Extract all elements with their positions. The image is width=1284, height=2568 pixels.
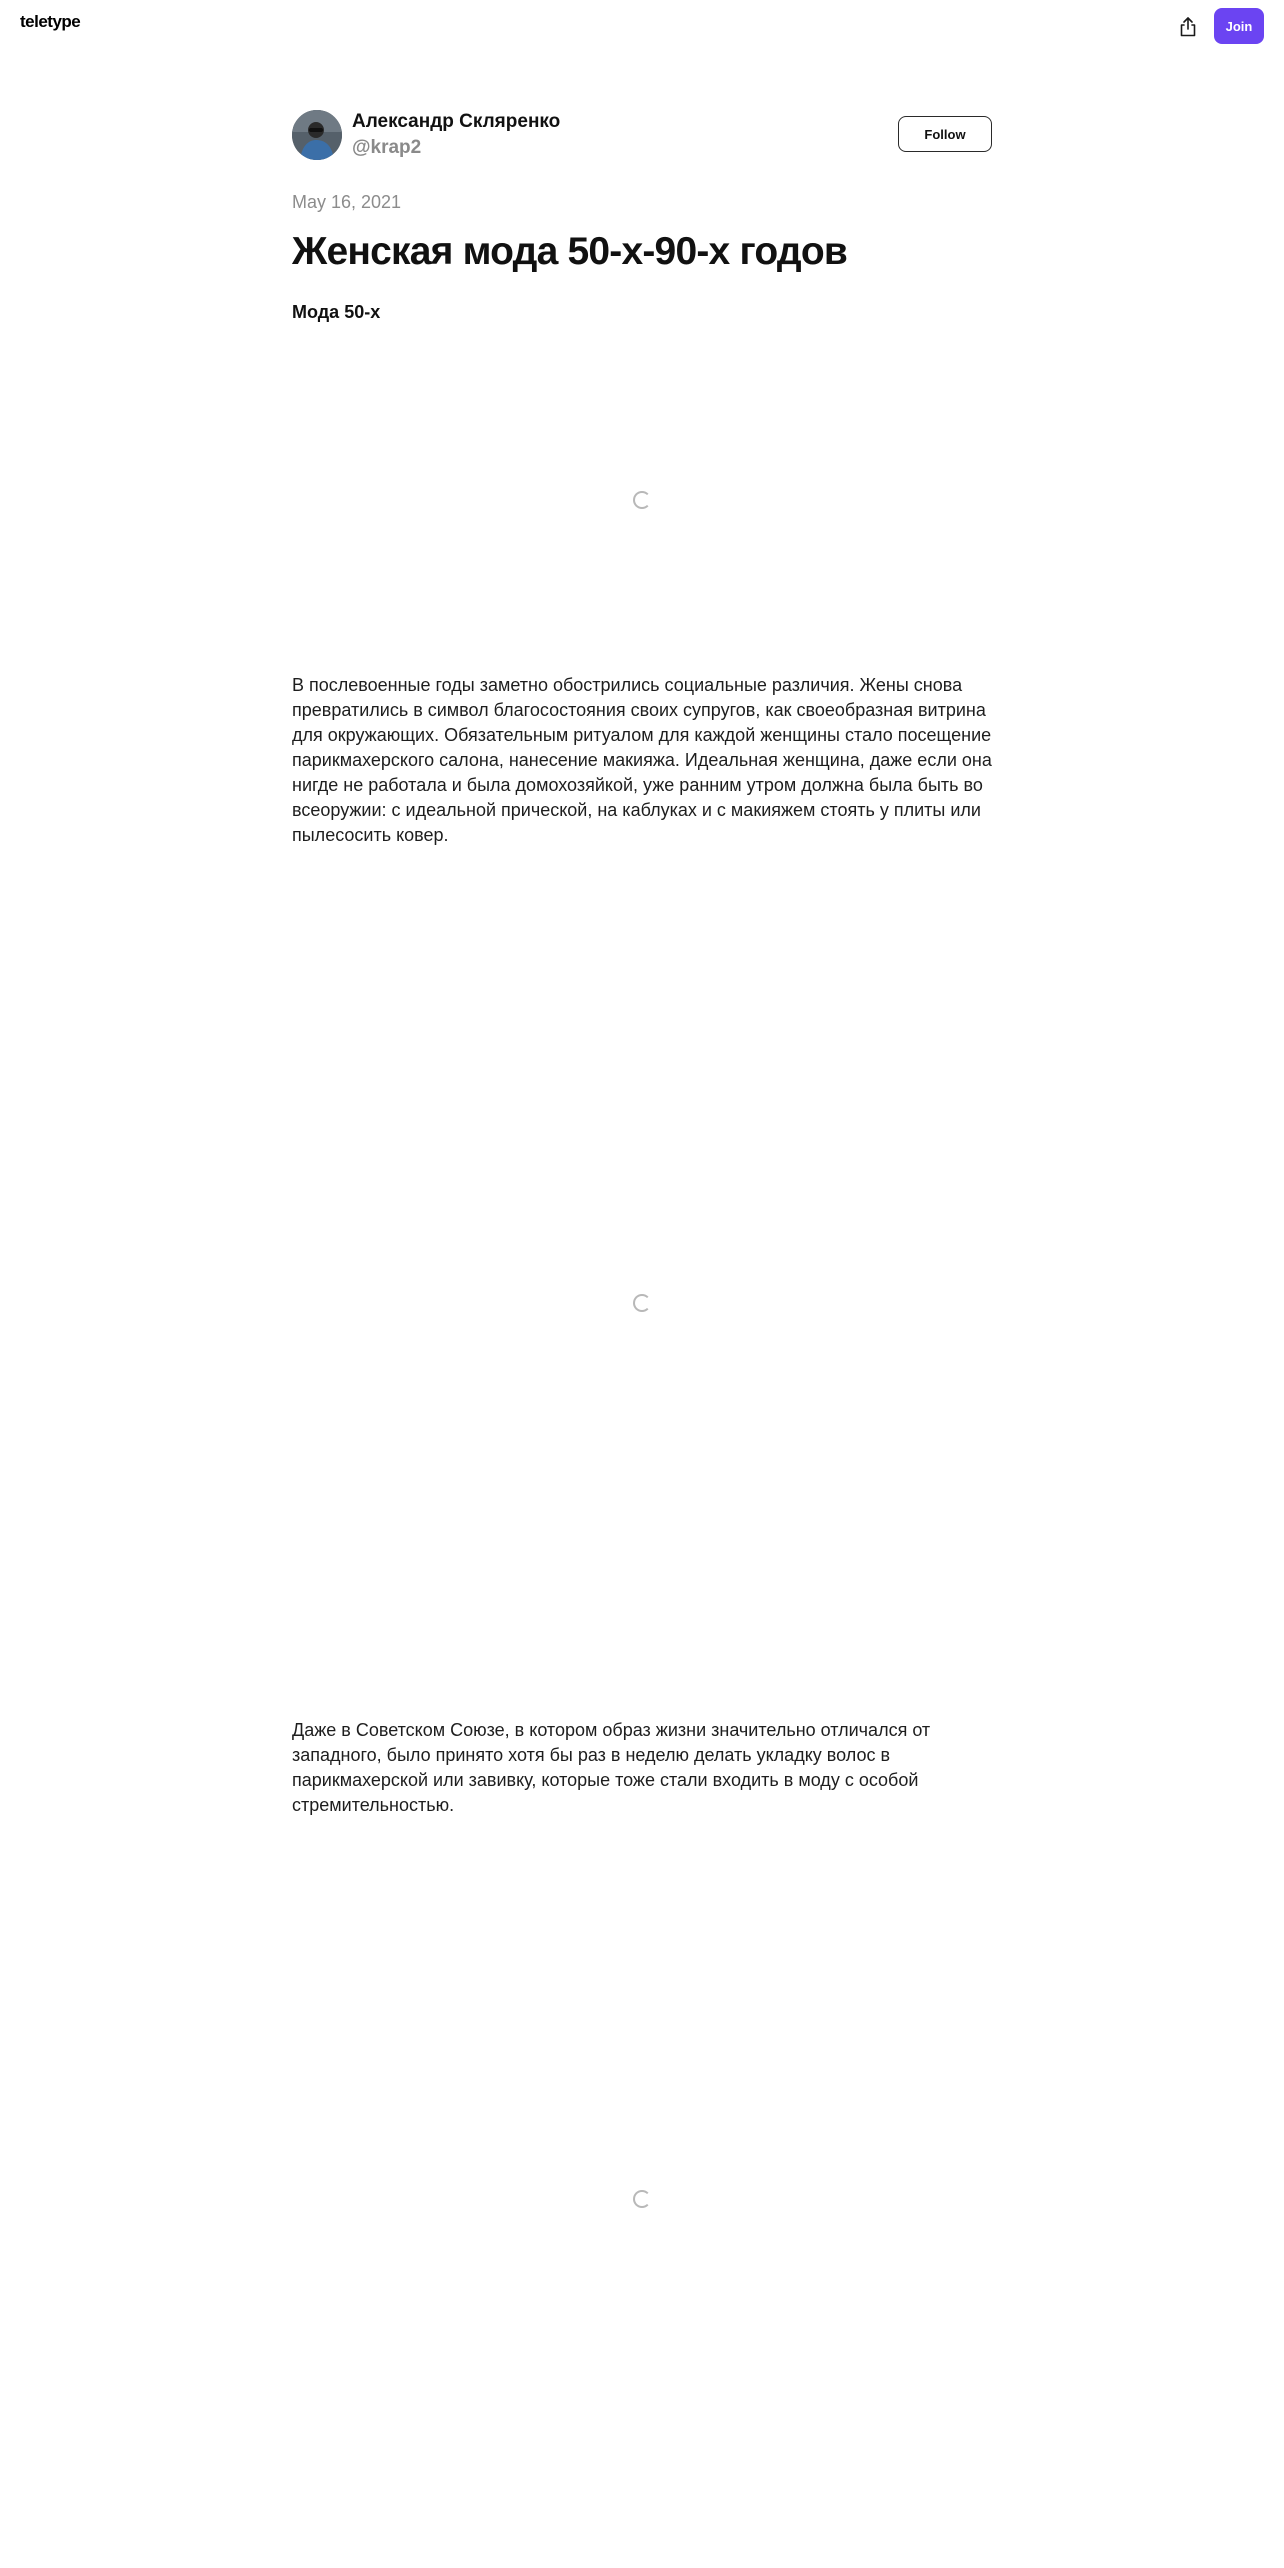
loading-spinner-icon bbox=[633, 1294, 651, 1312]
teletype-logo[interactable]: teletype bbox=[20, 12, 81, 31]
image-loading-2 bbox=[292, 860, 992, 1745]
publish-date: May 16, 2021 bbox=[292, 192, 402, 212]
author-handle[interactable]: @krap2 bbox=[352, 137, 422, 158]
paragraph: В послевоенные годы заметно обострились социальные различия. Жены снова превратились в символ благосостояния своих супругов, как своеобразная витрина для окружающих. Обязательным ритуалом для каждой женщины стало посещение парикмахерского салона, нанесение макияжа. Идеальная женщина, даже если она нигде не работала и была домохозяйкой, уже ранним утром должна была быть во всеоружии: с идеальной прической, на каблуках и с макияжем стоять у плиты или пылесосить ковер. bbox=[292, 675, 992, 845]
loading-spinner-icon bbox=[633, 491, 651, 509]
image-loading-3 bbox=[292, 1830, 992, 2568]
section-heading: Мода 50-х bbox=[292, 302, 381, 322]
author-name[interactable]: Александр Скляренко bbox=[352, 111, 561, 132]
share-icon bbox=[1177, 16, 1199, 38]
page-title: Женская мода 50-х-90-х годов bbox=[292, 230, 848, 273]
image-loading-1 bbox=[292, 340, 992, 660]
join-button[interactable]: Join bbox=[1214, 8, 1264, 44]
share-button[interactable] bbox=[1174, 13, 1202, 41]
loading-spinner-icon bbox=[633, 2190, 651, 2208]
author-block bbox=[292, 110, 992, 162]
follow-button[interactable]: Follow bbox=[898, 116, 992, 152]
top-bar bbox=[0, 0, 1284, 52]
paragraph: Даже в Советском Союзе, в котором образ жизни значительно отличался от западного, было принято хотя бы раз в неделю делать укладку волос в парикмахерской или завивку, которые тоже стали входить в моду с особой стремительностью. bbox=[292, 1720, 931, 1815]
avatar[interactable] bbox=[292, 110, 342, 160]
